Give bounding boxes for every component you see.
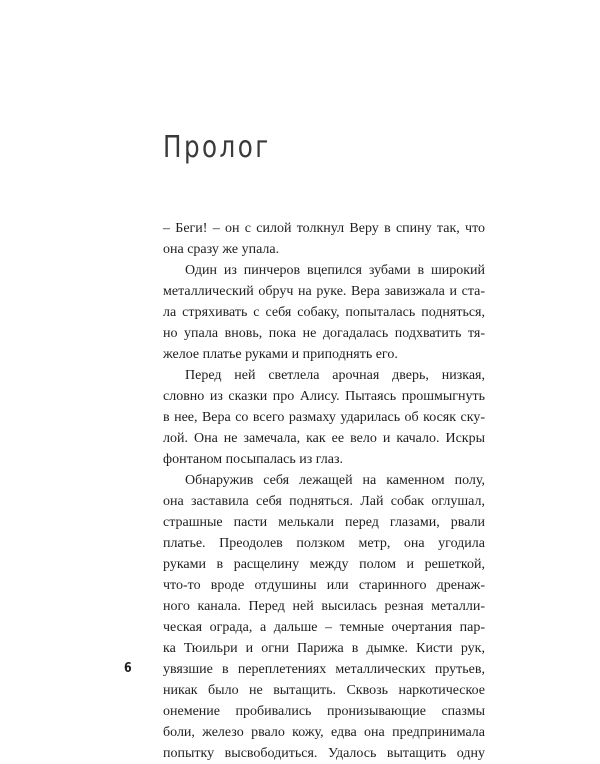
text-line: ка Тюильри и огни Парижа в дымке. Кисти рук,	[163, 641, 485, 656]
text-line: она сразу же упала.	[163, 242, 280, 257]
text-line: Перед ней светлела арочная дверь, низкая,	[185, 368, 485, 383]
text-line: ла стряхивать с себя собаку, попыталась подняться,	[163, 305, 485, 320]
page-number: 6	[124, 661, 132, 676]
text-line: никак было не вытащить. Сквозь наркотическое	[163, 683, 485, 698]
text-line: в нее, Вера со всего размаху ударилась об косяк ску-	[163, 410, 485, 425]
text-line: боли, железо рвало кожу, едва она предпринимала	[163, 725, 485, 740]
text-line: Обнаружив себя лежащей на каменном полу,	[185, 473, 485, 488]
text-line: фонтаном посыпалась из глаз.	[163, 452, 344, 467]
text-line: платье. Преодолев ползком метр, она угодила	[163, 536, 485, 551]
text-line: ческая ограда, а дальше – темные очертания пар-	[163, 620, 485, 635]
text-line: попытку высвободиться. Удалось вытащить одну	[163, 746, 485, 761]
text-line: – Беги! – он с силой толкнул Веру в спину так, что	[163, 221, 485, 236]
chapter-title: Пролог	[163, 130, 271, 165]
text-line: что-то вроде отдушины или старинного дренаж-	[163, 578, 485, 593]
body-text	[163, 218, 485, 764]
text-line: онемение пробивались пронизывающие спазмы	[163, 704, 485, 719]
text-line: словно из сказки про Алису. Пытаясь прошмыгнуть	[163, 389, 485, 404]
text-line: она заставила себя подняться. Лай собак оглушал,	[163, 494, 485, 509]
text-line: Один из пинчеров вцепился зубами в широкий	[185, 263, 485, 278]
text-line: металлический обруч на руке. Вера завизжала и ста-	[163, 284, 485, 299]
text-line: желое платье руками и приподнять его.	[163, 347, 398, 362]
text-line: но упала вновь, пока не догадалась подхватить тя-	[163, 326, 485, 341]
text-line: лой. Она не замечала, как ее вело и качало. Искры	[163, 431, 485, 446]
text-line: руками в расщелину между полом и решеткой,	[163, 557, 485, 572]
text-line: ного канала. Перед ней высилась резная металли-	[163, 599, 485, 614]
text-line: увязшие в переплетениях металлических прутьев,	[163, 662, 485, 677]
text-line: страшные пасти мелькали перед глазами, рвали	[163, 515, 485, 530]
